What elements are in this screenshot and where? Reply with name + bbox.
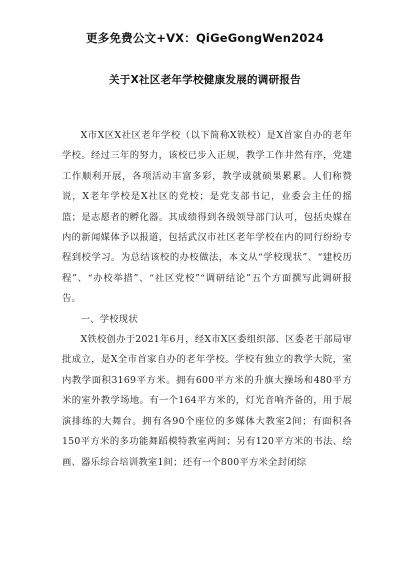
paragraph-school-status: X铁校创办于2021年6月，经X市X区委组织部、区委老干部局审批成立，是X全市首家自办的老年学校。学校有独立的教学大院，室内教学面积3169平方米。拥有600平方米的升旗大操场和480平方米的室外教学场地。有一个164平方米的，灯光音响齐备的，用于展演排练的大舞台。拥有各90个座位的多媒体大教室2间；有面积各150平方米的多功能舞蹈模特教室两间；另有120平方米的书法、绘画、器乐综合培训教室1间；还有一个800平方米全封闭综 — [62, 334, 352, 468]
document-title: 关于X社区老年学校健康发展的调研报告 — [109, 74, 301, 86]
watermark-header: 更多免费公文+VX：QiGeGongWen2024 — [86, 31, 324, 45]
document-body — [62, 126, 352, 473]
section-heading-school-status: 一、学校现状 — [80, 313, 138, 325]
paragraph-intro: X市X区X社区老年学校（以下简称X铁校）是X首家自办的老年学校。经过三年的努力，该校已步入正规，教学工作井然有序，党建工作顺利开展，各项活动丰富多彩，教学成就硕果累累。人们称赞说，X老年学校是X社区的党校；是党支部书记，业委会主任的摇篮；是志愿者的孵化器。其成绩得到各级领导部门认可，包括央媒在内的新闻媒体予以报道，包括武汉市社区老年学校在内的同行纷纷专程到校学习。为总结该校的办校做法，本文从“学校现状”、“建校历程”、“办校举措”、“社区党校”“调研结论”五个方面撰写此调研报告。 — [62, 130, 352, 305]
